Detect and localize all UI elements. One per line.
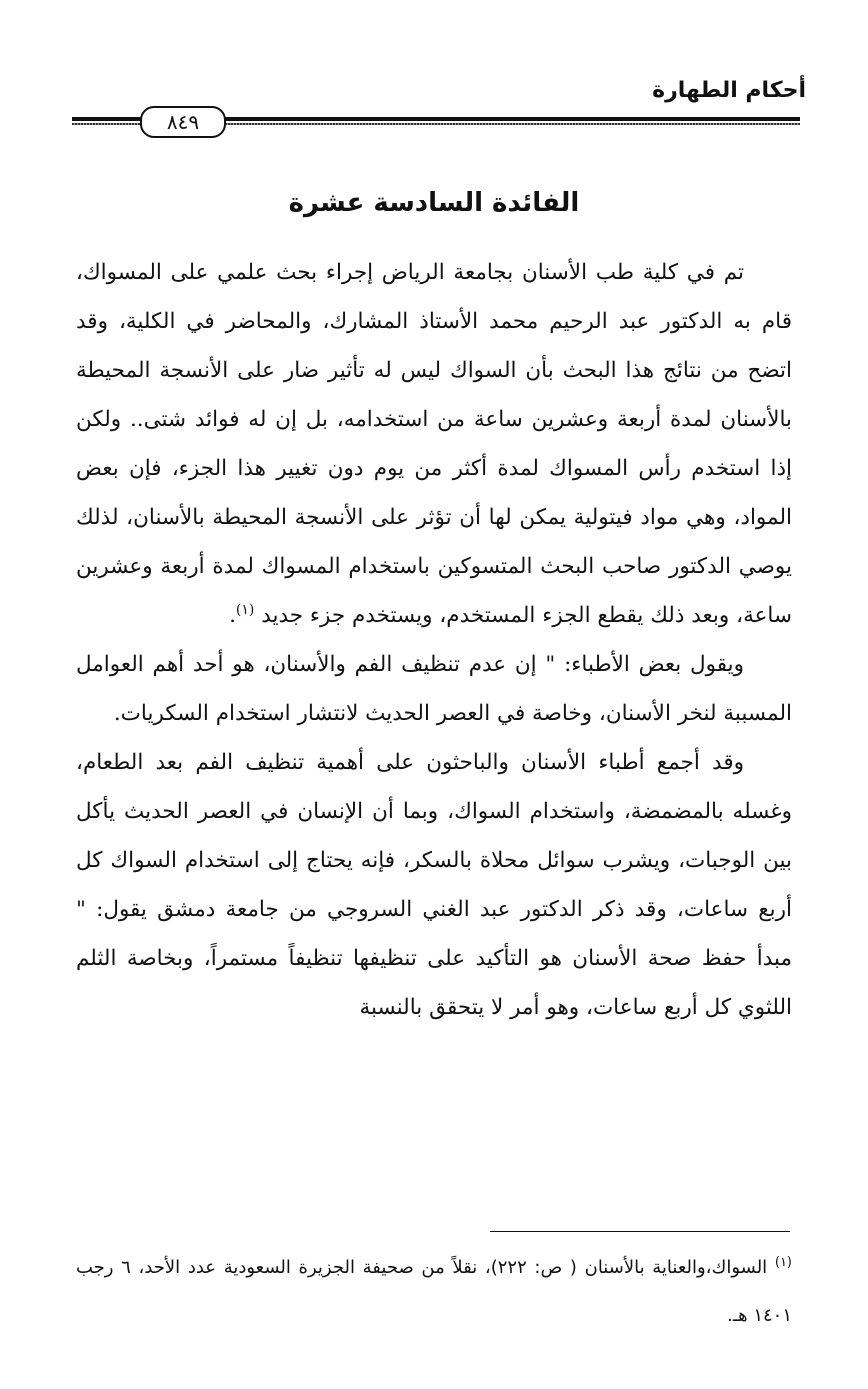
footnote-1 (76, 1244, 792, 1340)
footnote-text: السواك،والعناية بالأسنان ( ص: ٢٢٢)، نقلاً من صحيفة الجزيرة السعودية عدد الأحد، ٦ رجب ١٤٠١ هـ. (76, 1257, 792, 1326)
paragraph-1 (76, 248, 792, 640)
page-number: ٨٤٩ (140, 106, 226, 138)
paragraph-2: ويقول بعض الأطباء: " إن عدم تنظيف الفم والأسنان، هو أحد أهم العوامل المسببة لنخر الأسنان، وخاصة في العصر الحديث لانتشار استخدام السكريات. (76, 652, 792, 726)
paragraph-1-tail: . (229, 603, 236, 628)
paragraph-1-text: تم في كلية طب الأسنان بجامعة الرياض إجراء بحث علمي على المسواك، قام به الدكتور عبد الرحيم محمد الأستاذ المشارك، والمحاضر في الكلية، وقد اتضح من نتائج هذا البحث بأن السواك ليس له تأثير ضار على الأنسجة المحيطة بالأسنان لمدة أربعة وعشرين ساعة من استخدامه، بل إن له فوائد شتى.. ولكن إذا استخدم رأس المسواك لمدة أكثر من يوم دون تغيير هذا الجزء، فإن بعض المواد، وهي مواد فيتولية يمكن لها أن تؤثر على الأنسجة المحيطة بالأسنان، لذلك يوصي الدكتور صاحب البحث المتسوكين باستخدام المسواك لمدة أربعة وعشرين ساعة، وبعد ذلك يقطع الجزء المستخدم، ويستخدم جزء جديد (76, 260, 792, 628)
running-head: أحكام الطهارة (652, 78, 806, 103)
footnotes (76, 1244, 792, 1340)
section-title: الفائدة السادسة عشرة (288, 188, 580, 218)
footnote-mark: (١) (774, 1255, 792, 1270)
footnote-reference: (١) (235, 601, 255, 618)
paragraph-3: وقد أجمع أطباء الأسنان والباحثون على أهمية تنظيف الفم بعد الطعام، وغسله بالمضمضة، واستخدام السواك، وبما أن الإنسان في العصر الحديث يأكل بين الوجبات، ويشرب سوائل محلاة بالسكر، فإنه يحتاج إلى استخدام السواك كل أربع ساعات، وقد ذكر الدكتور عبد الغني السروجي من جامعة دمشق يقول: " مبدأ حفظ صحة الأسنان هو التأكيد على تنظيفها تنظيفاً مستمراً، وبخاصة الثلم اللثوي كل أربع ساعات، وهو أمر لا يتحقق بالنسبة (76, 750, 792, 1020)
footnote-rule (490, 1231, 790, 1232)
body-text (76, 248, 792, 1032)
